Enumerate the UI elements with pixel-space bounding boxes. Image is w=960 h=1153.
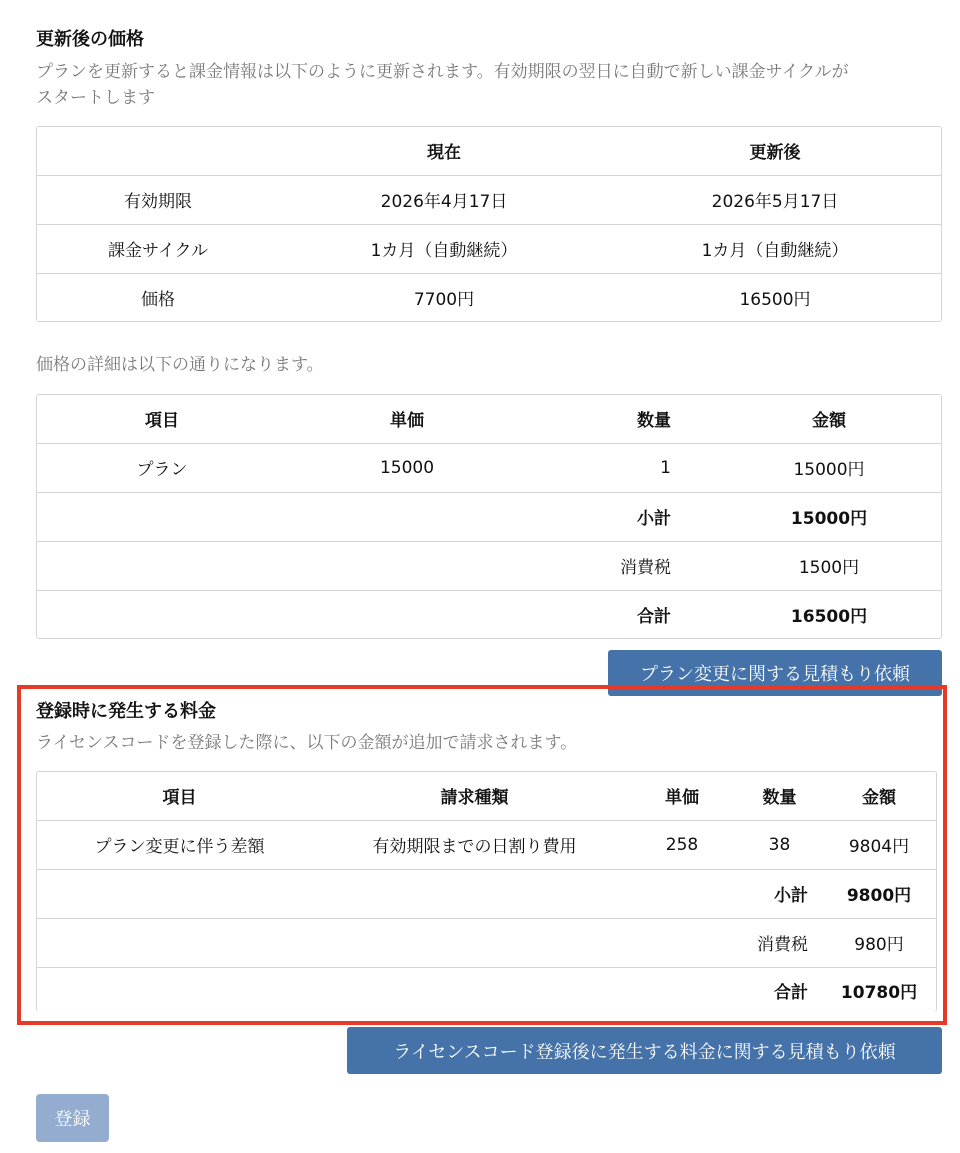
price-detail-tax: 1500円	[717, 541, 941, 590]
price-detail-table	[37, 395, 941, 638]
price-detail-header-item: 項目	[145, 411, 179, 432]
price-detail-tax-label: 消費税	[527, 541, 717, 590]
registration-fee-table	[37, 772, 936, 1013]
renewal-header-blank	[37, 127, 279, 175]
renewal-row-after: 16500円	[609, 273, 941, 321]
renewal-description-line1: プランを更新すると課金情報は以下のように更新されます。有効期限の翌日に自動で新しい課金サイクルが	[36, 62, 849, 82]
registration-fee-header-quantity: 数量	[762, 788, 797, 809]
renewal-title: 更新後の価格	[36, 29, 144, 50]
registration-fee-header-unit-price: 単価	[665, 788, 699, 809]
price-detail-header-unit-price: 単価	[390, 411, 424, 432]
registration-fee-header-amount: 金額	[862, 788, 896, 809]
registration-fee-amount: 9804円	[822, 820, 936, 869]
plan-change-quote-button[interactable]: プラン変更に関する見積もり依頼	[608, 650, 942, 696]
renewal-row-label: 価格	[37, 273, 279, 321]
registration-fee-header-item: 項目	[162, 788, 197, 809]
registration-fee-tax-label: 消費税	[737, 918, 822, 967]
price-detail-item: プラン	[37, 443, 287, 492]
registration-fee-subtotal: 9800円	[822, 869, 936, 918]
registration-fee-description: ライセンスコードを登録した際に、以下の金額が追加で請求されます。	[36, 733, 578, 753]
price-detail-header-amount: 金額	[812, 411, 846, 432]
renewal-description-line2: スタートします	[36, 88, 155, 108]
renewal-row-current: 7700円	[279, 273, 609, 321]
registration-fee-unit-price: 258	[627, 820, 737, 869]
renewal-header-current: 現在	[427, 143, 461, 164]
table-row	[37, 224, 941, 273]
table-row	[37, 590, 941, 638]
registration-fee-subtotal-label: 小計	[737, 869, 822, 918]
table-row	[37, 918, 936, 967]
register-button[interactable]: 登録	[36, 1094, 109, 1142]
registration-fee-title: 登録時に発生する料金	[36, 701, 216, 722]
renewal-row-after: 1カ月（自動継続）	[609, 224, 941, 273]
table-row	[37, 869, 936, 918]
license-fee-quote-button[interactable]: ライセンスコード登録後に発生する料金に関する見積もり依頼	[347, 1027, 942, 1074]
renewal-row-label: 有効期限	[37, 175, 279, 224]
registration-fee-total: 10780円	[822, 967, 936, 1013]
registration-fee-header-billing-type: 請求種類	[440, 788, 509, 809]
registration-fee-quantity: 38	[737, 820, 822, 869]
price-detail-subtotal-label: 小計	[527, 492, 717, 541]
price-detail-quantity: 1	[527, 443, 717, 492]
registration-fee-total-label: 合計	[737, 967, 822, 1013]
renewal-row-current: 2026年4月17日	[279, 175, 609, 224]
price-detail-total: 16500円	[717, 590, 941, 638]
renewal-row-label: 課金サイクル	[37, 224, 279, 273]
price-detail-header-quantity: 数量	[637, 411, 671, 432]
price-detail-amount: 15000円	[717, 443, 941, 492]
price-detail-unit-price: 15000	[287, 443, 527, 492]
table-row	[37, 492, 941, 541]
price-detail-description: 価格の詳細は以下の通りになります。	[36, 355, 324, 375]
registration-fee-billing-type: 有効期限までの日割り費用	[322, 820, 627, 869]
registration-fee-tax: 980円	[822, 918, 936, 967]
table-row	[37, 175, 941, 224]
renewal-row-current: 1カ月（自動継続）	[279, 224, 609, 273]
price-detail-subtotal: 15000円	[717, 492, 941, 541]
renewal-row-after: 2026年5月17日	[609, 175, 941, 224]
table-row	[37, 967, 936, 1013]
table-row	[37, 541, 941, 590]
table-row	[37, 820, 936, 869]
table-row	[37, 443, 941, 492]
table-row	[37, 273, 941, 321]
price-detail-total-label: 合計	[527, 590, 717, 638]
renewal-table	[37, 127, 941, 321]
renewal-header-after: 更新後	[749, 143, 801, 164]
registration-fee-item: プラン変更に伴う差額	[37, 820, 322, 869]
